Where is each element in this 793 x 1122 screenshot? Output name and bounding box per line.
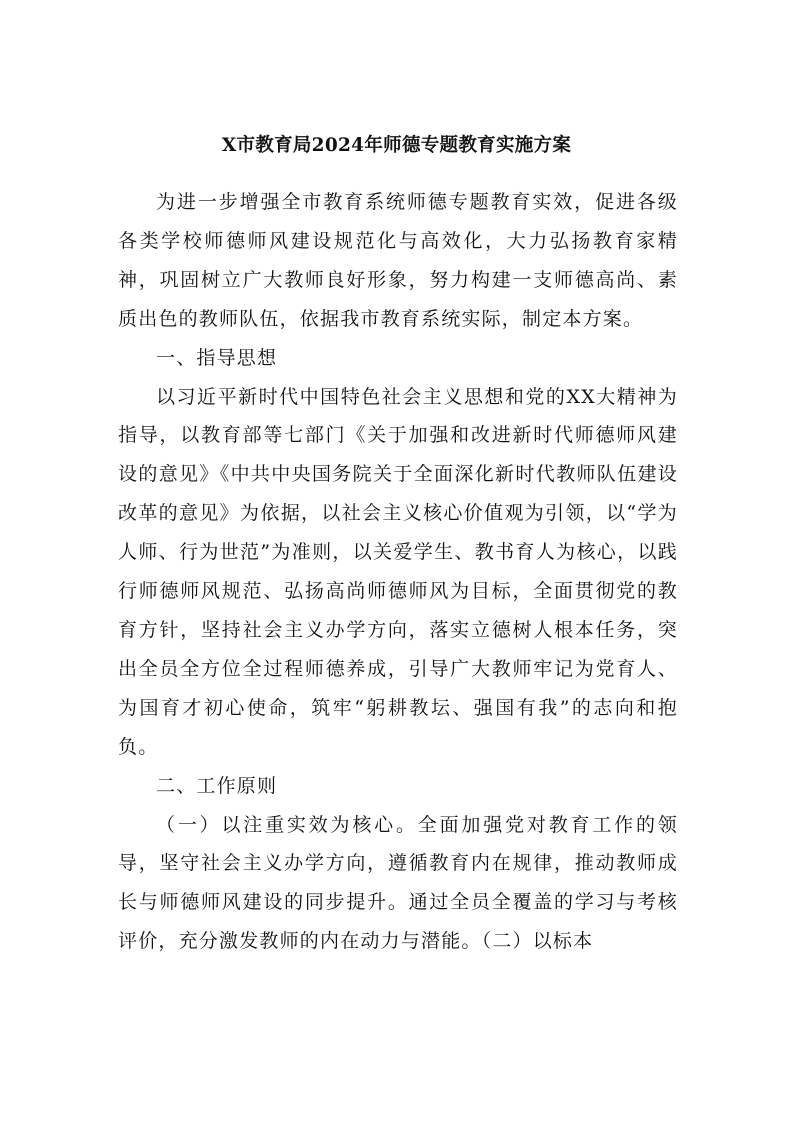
document-body [118, 183, 678, 961]
work-principles-paragraph: （一）以注重实效为核心。全面加强党对教育工作的领导，坚守社会主义办学方向，遵循教育内在规律，推动教师成长与师德师风建设的同步提升。通过全员全覆盖的学习与考核评价，充分激发教师的内在动力与潜能。（二）以标本 [118, 813, 678, 953]
guiding-ideology-paragraph: 以习近平新时代中国特色社会主义思想和党的XX大精神为指导，以教育部等七部门《关于加强和改进新时代师德师风建设的意见》《中共中央国务院关于全面深化新时代教师队伍建设改革的意见》为依据，以社会主义核心价值观为引领，以“学为人师、行为世范”为准则，以关爱学生、教书育人为核心，以践行师德师风规范、弘扬高尚师德师风为目标，全面贯彻党的教育方针，坚持社会主义办学方向，落实立德树人根本任务，突出全员全方位全过程师德养成，引导广大教师牢记为党育人、为国育才初心使命，筑牢“躬耕教坛、强国有我”的志向和抱负。 [118, 385, 678, 758]
section-heading-work-principles: 二、工作原则 [156, 774, 278, 797]
section-heading-guiding-ideology: 一、指导思想 [156, 346, 278, 369]
document-title: X市教育局2024年师德专题教育实施方案 [221, 135, 572, 156]
intro-paragraph: 为进一步增强全市教育系统师德专题教育实效，促进各级各类学校师德师风建设规范化与高效化，大力弘扬教育家精神，巩固树立广大教师良好形象，努力构建一支师德高尚、素质出色的教师队伍，依据我市教育系统实际，制定本方案。 [118, 191, 678, 330]
